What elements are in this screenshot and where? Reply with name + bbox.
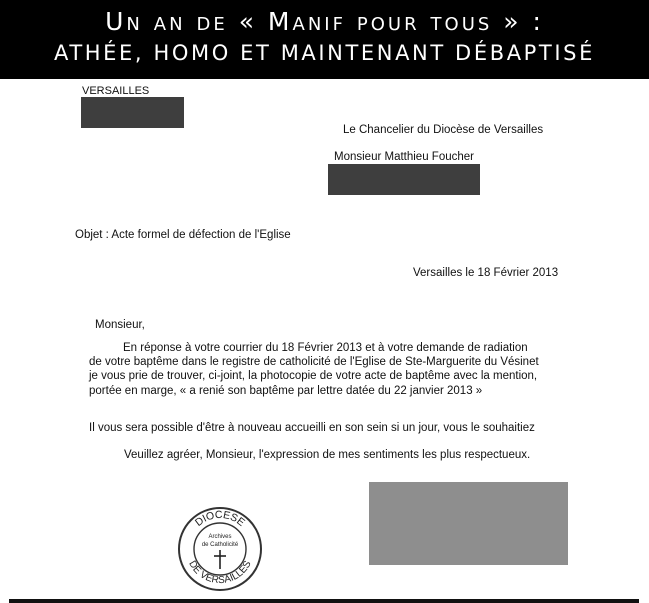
redacted-signature-block (369, 482, 568, 565)
salutation: Monsieur, (95, 319, 145, 331)
stamp-inner-line-2: de Catholicité (201, 542, 239, 548)
redacted-recipient-block (328, 164, 480, 195)
letter-subject: Objet : Acte formel de défection de l'Eglise (75, 229, 291, 241)
body-line-1: En réponse à votre courrier du 18 Février 2013 et à votre demande de radiation (123, 342, 528, 354)
cross-icon (214, 550, 226, 569)
headline-banner (0, 0, 649, 79)
redacted-sender-block (81, 97, 184, 128)
bottom-rule (9, 599, 639, 603)
headline-line-2: ATHÉE, HOMO ET MAINTENANT DÉBAPTISÉ (54, 41, 595, 65)
recipient-name: Monsieur Matthieu Foucher (334, 151, 474, 163)
headline-line-1: Un an de « Manif pour tous » : (105, 7, 544, 36)
body-line-2: de votre baptême dans le registre de catholicité de l'Eglise de Ste-Marguerite du Vésinet (89, 356, 539, 368)
closing-formula: Veuillez agréer, Monsieur, l'expression de mes sentiments les plus respectueux. (124, 449, 531, 461)
sender-city: VERSAILLES (82, 85, 150, 97)
stamp-inner-line-1: Archives (208, 534, 232, 540)
letter-date: Versailles le 18 Février 2013 (413, 267, 559, 279)
stamp-top-text: DIOCESE (193, 508, 248, 529)
body-line-3: je vous prie de trouver, ci-joint, la photocopie de votre acte de baptême avec la mention, (89, 370, 538, 382)
paragraph-2: Il vous sera possible d'être à nouveau accueilli en son sein si un jour, vous le souhaitiez (89, 422, 535, 434)
body-line-4: portée en marge, « a renié son baptême par lettre datée du 22 janvier 2013 » (89, 385, 483, 397)
diocese-stamp (177, 506, 263, 592)
recipient-title: Le Chancelier du Diocèse de Versailles (343, 124, 544, 136)
stamp-bottom-text: DE VERSAILLES (186, 559, 254, 587)
